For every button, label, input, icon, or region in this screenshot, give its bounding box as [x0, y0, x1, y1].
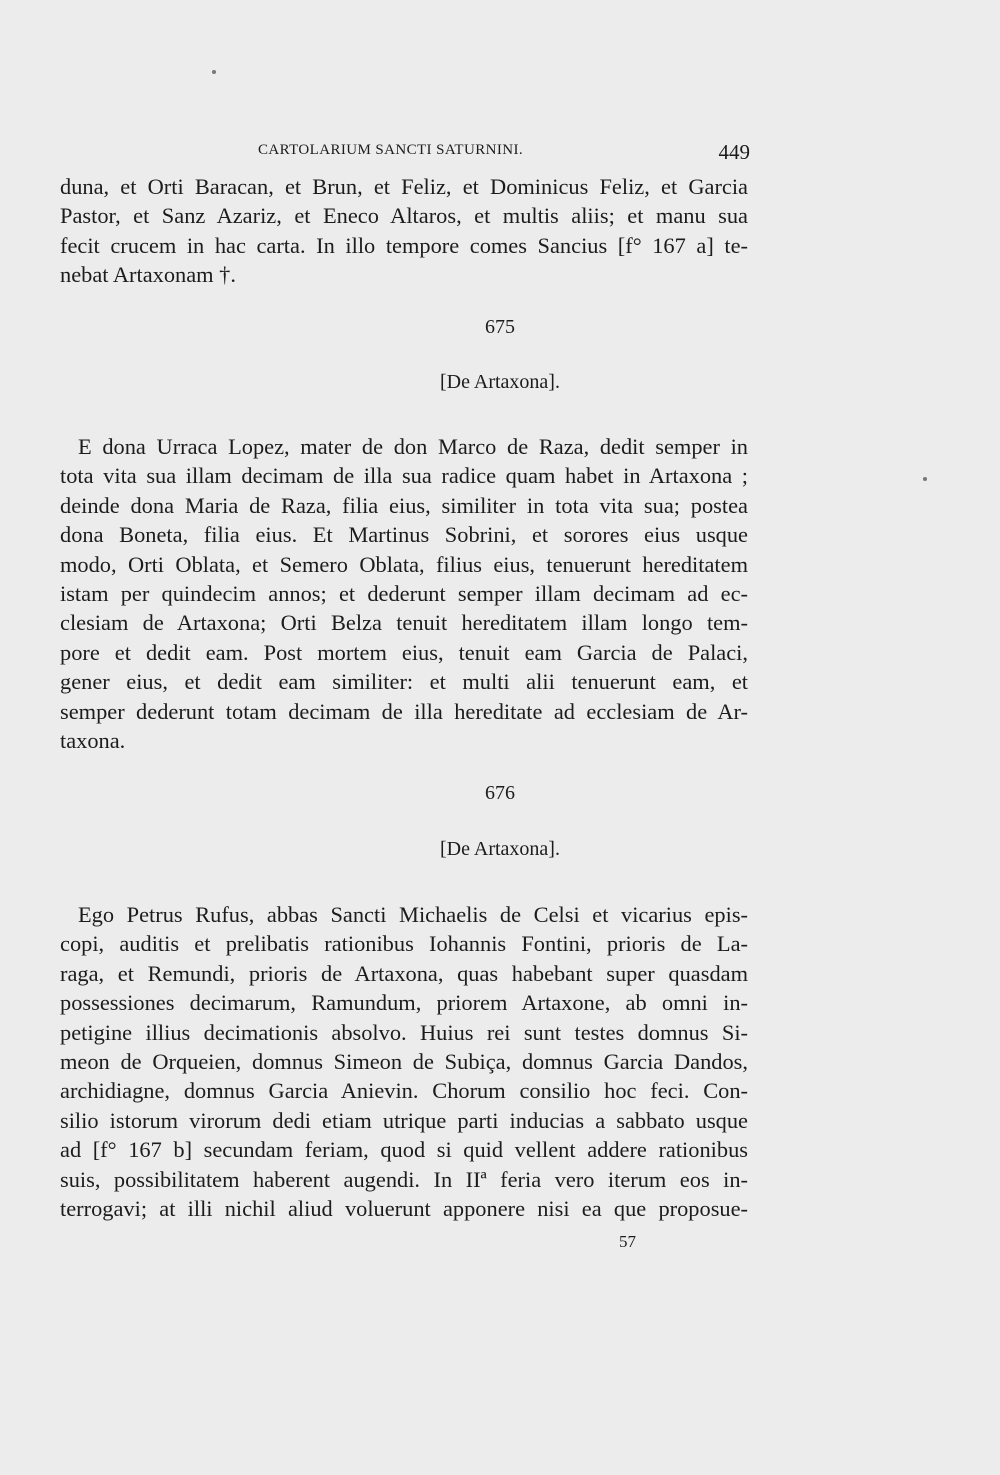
charter-675-text	[60, 432, 748, 755]
charter-heading-675: [De Artaxona].	[440, 371, 560, 393]
running-head	[258, 140, 750, 168]
text-line: pore et dedit eam. Post mortem eius, tenuit eam Garcia de Palaci,	[60, 639, 748, 665]
text-line: dona Boneta, filia eius. Et Martinus Sobrini, et sorores eius usque	[60, 522, 748, 548]
charter-number-675: 675	[485, 316, 515, 338]
text-line: E dona Urraca Lopez, mater de don Marco de Raza, dedit semper in	[78, 434, 748, 459]
text-line: duna, et Orti Baracan, et Brun, et Feliz, et Dominicus Feliz, et Garcia	[60, 174, 748, 199]
text-line: terrogavi; at illi nichil aliud voluerunt apponere nisi ea que proposue-	[60, 1195, 748, 1221]
charter-676-text	[60, 900, 748, 1223]
text-line: clesiam de Artaxona; Orti Belza tenuit hereditatem illam longo tem-	[60, 610, 748, 636]
text-line: suis, possibilitatem haberent augendi. In IIª feria vero iterum eos in-	[60, 1166, 748, 1192]
signature-mark: 57	[619, 1232, 636, 1251]
charter-heading-676: [De Artaxona].	[440, 838, 560, 860]
text-line: ad [f° 167 b] secundam feriam, quod si quid vellent addere rationibus	[60, 1137, 748, 1163]
text-line: modo, Orti Oblata, et Semero Oblata, filius eius, tenuerunt hereditatem	[60, 551, 748, 577]
text-line: silio istorum virorum dedi etiam utrique parti inducias a sabbato usque	[60, 1107, 748, 1133]
charter-number-676: 676	[485, 782, 515, 804]
page-number: 449	[718, 140, 750, 164]
text-line: taxona.	[60, 727, 126, 753]
text-line: copi, auditis et prelibatis rationibus Iohannis Fontini, prioris de La-	[60, 931, 748, 957]
text-line: deinde dona Maria de Raza, filia eius, similiter in tota vita sua; postea	[60, 492, 748, 518]
paper-speck	[923, 477, 927, 481]
text-line: nebat Artaxonam †.	[60, 262, 236, 288]
running-title: CARTOLARIUM SANCTI SATURNINI.	[258, 142, 524, 158]
text-line: possessiones decimarum, Ramundum, priorem Artaxone, ab omni in-	[60, 990, 748, 1016]
text-line: semper dederunt totam decimam de illa hereditate ad ecclesiam de Ar-	[60, 698, 748, 724]
text-line: raga, et Remundi, prioris de Artaxona, quas habebant super quasdam	[60, 960, 748, 986]
continuation-paragraph	[60, 172, 748, 290]
text-line: petigine illius decimationis absolvo. Huius rei sunt testes domnus Si-	[60, 1019, 748, 1045]
text-line: istam per quindecim annos; et dederunt semper illam decimam ad ec-	[60, 580, 748, 606]
text-line: Pastor, et Sanz Azariz, et Eneco Altaros, et multis aliis; et manu sua	[60, 203, 748, 229]
text-line: archidiagne, domnus Garcia Anievin. Chorum consilio hoc feci. Con-	[60, 1078, 748, 1104]
text-line: Ego Petrus Rufus, abbas Sancti Michaelis de Celsi et vicarius epis-	[78, 902, 748, 927]
text-line: gener eius, et dedit eam similiter: et multi alii tenuerunt eam, et	[60, 669, 748, 695]
text-line: fecit crucem in hac carta. In illo tempore comes Sancius [f° 167 a] te-	[60, 232, 748, 258]
text-line: tota vita sua illam decimam de illa sua radice quam habet in Artaxona ;	[60, 463, 748, 489]
paper-speck	[212, 70, 216, 74]
text-line: meon de Orqueien, domnus Simeon de Subiça, domnus Garcia Dandos,	[60, 1048, 748, 1074]
